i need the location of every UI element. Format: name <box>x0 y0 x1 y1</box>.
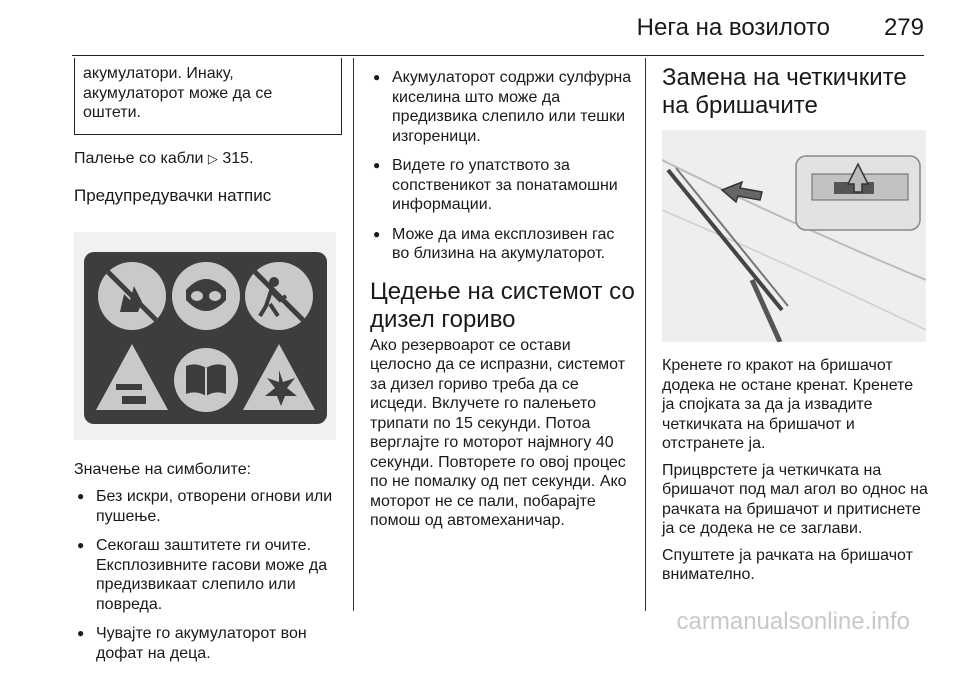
notice-line: акумулаторот може да се <box>83 84 273 102</box>
wiper-figure <box>662 130 926 342</box>
wiper-instructions <box>662 356 928 585</box>
page-number: 279 <box>883 14 924 41</box>
battery-warning-list <box>370 68 635 264</box>
notice-box <box>74 58 342 135</box>
column-3 <box>662 64 928 592</box>
column-1 <box>74 58 342 673</box>
detail-inset <box>796 156 920 230</box>
section-heading-diesel: Цедење на системот со дизел гориво <box>370 277 635 333</box>
no-fire-icon <box>98 262 166 330</box>
paragraph: Кренете го кракот на бришачот додека не остане кренат. Кренете ја спојката за да ја извадите четкичката на бришачот и отстранете ја. <box>662 357 914 452</box>
list-item: ● Секогаш заштитете ги очите. Експлозивните гасови може да предизвикаат слепило или повреда. <box>74 536 342 614</box>
notice-line: оштети. <box>83 104 141 121</box>
symbols-intro: Значење на симболите: <box>74 460 252 478</box>
wiper-illustration <box>662 130 926 342</box>
eye-protection-icon <box>172 262 240 330</box>
list-item: ● Чувајте го акумулаторот вон дофат на деца. <box>74 624 342 663</box>
symbol-meaning-list <box>74 487 342 663</box>
list-item: ● Видете го упатството за сопственикот за понатамошни информации. <box>370 156 635 215</box>
column-separator-2 <box>645 58 646 611</box>
diesel-body-text: Ако резервоарот се остави целосно да се испразни, системот за дизел гориво треба да се исцеди. Вклучете го палењето трипати по 15 секунди. Потоа верглајте го моторот најмногу 40 секунди. Повторете го овој процес по не помалку од пет секунди. Ако моторот не се пали, побарајте помош од автомеханичар. <box>370 336 627 529</box>
warning-label-graphic <box>74 232 336 440</box>
watermark: carmanualsonline.info <box>676 608 910 635</box>
notice-line: акумулатори. Инаку, <box>83 65 234 82</box>
cross-reference <box>74 149 342 169</box>
column-2 <box>370 68 635 538</box>
warning-label-heading: Предупредувачки натпис <box>74 185 272 205</box>
list-item: ● Може да има експлозивен гас во близина на акумулаторот. <box>370 225 635 264</box>
warning-label-figure <box>74 232 336 440</box>
header-title: Нега на возилото <box>636 14 830 41</box>
section-heading-wiper: Замена на четкичките на бришачите <box>662 64 907 119</box>
list-item: ● Акумулаторот содржи сулфурна киселина што може да предизвика слепило или тешки изгореници. <box>370 68 635 146</box>
list-item: ● Без искри, отворени огнови или пушење. <box>74 487 342 526</box>
cross-reference-text: Палење со кабли <box>74 150 204 167</box>
keep-away-children-icon <box>245 262 313 330</box>
paragraph: Спуштете ја рачката на бришачот внимателно. <box>662 546 913 583</box>
header-rule <box>72 55 924 56</box>
read-manual-icon <box>174 348 238 412</box>
cross-reference-page[interactable]: 315. <box>222 150 254 167</box>
column-separator-1 <box>353 58 354 611</box>
arrow-right-icon: ▷ <box>207 151 218 166</box>
paragraph: Прицврстете ја четкичката на бришачот под мал агол во однос на рачката на бришачот и притиснете ја се додека не се заглави. <box>662 461 928 537</box>
